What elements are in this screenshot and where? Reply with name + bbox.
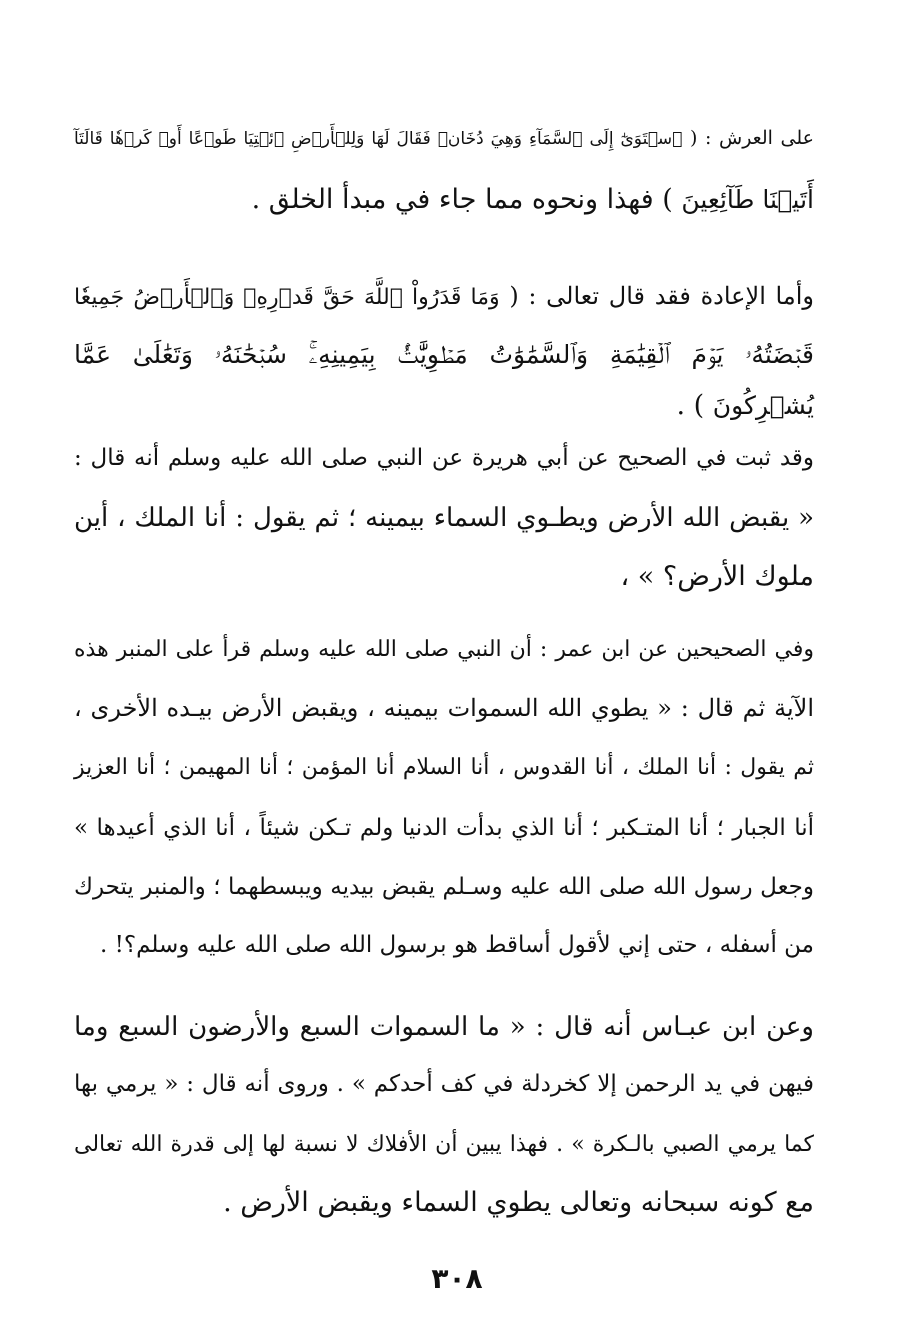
- line-text: فيهن في يد الرحمن إلا كخردلة في كف أحدكم » . وروى أنه قال : « يرمي بها: [74, 1071, 814, 1097]
- text-line: [74, 557, 814, 597]
- line-text: مع كونه سبحانه وتعالى يطوي السماء ويقبض الأرض .: [223, 1187, 814, 1218]
- line-text: على العرش : (: [682, 127, 814, 149]
- text-line: [74, 748, 814, 788]
- line-text: ) .: [676, 390, 713, 421]
- text-line: [74, 1183, 814, 1223]
- page-number: ٣٠٨: [431, 1262, 483, 1295]
- text-line: [74, 118, 814, 159]
- text-line: [74, 1125, 814, 1165]
- quran-verse: ٱسۡتَوَىٰٓ إِلَى ٱلسَّمَآءِ وَهِيَ دُخَانٞ فَقَالَ لَهَا وَلِلۡأَرۡضِ ٱئۡتِيَا طَوۡعًا أَوۡ كَرۡهٗا قَالَتَآ: [74, 129, 683, 149]
- text-line: [74, 180, 814, 220]
- line-text: وعن ابن عبـاس أنه قال : « ما السموات السبع والأرضون السبع وما: [74, 1012, 814, 1042]
- line-text: وفي الصحيحين عن ابن عمر : أن النبي صلى الله عليه وسلم قرأ على المنبر هذه: [74, 637, 814, 662]
- quran-verse: قَبۡضَتُهُۥ يَوۡمَ ٱلۡقِيَٰمَةِ وَٱلسَّمَٰوَٰتُ مَطۡوِيَّٰتُۢ بِيَمِينِهِۦۚ سُبۡحَٰنَهُۥ وَتَعَٰلَىٰ عَمَّا: [74, 340, 814, 369]
- line-text: ملوك الأرض؟ » ،: [620, 561, 814, 592]
- text-line: [74, 386, 814, 426]
- text-line: [74, 498, 814, 538]
- line-text: الآية ثم قال : « يطوي الله السموات بيمينه ، ويقبض الأرض بيـده الأخرى ،: [74, 694, 814, 722]
- text-line: [74, 335, 814, 375]
- line-text: أنا الجبار ؛ أنا المتـكبر ؛ أنا الذي بدأت الدنيا ولم تـكن شيئاً ، أنا الذي أعيدها »: [74, 815, 814, 841]
- text-line: [74, 630, 814, 670]
- text-line: [74, 867, 814, 907]
- line-text: وأما الإعادة فقد قال تعالى : (: [499, 282, 814, 310]
- text-line: [74, 1064, 814, 1104]
- line-text: « يقبض الله الأرض ويطـوي السماء بيمينه ؛ ثم يقول : أنا الملك ، أين: [74, 503, 814, 533]
- text-line: [74, 688, 814, 728]
- text-line: [74, 808, 814, 848]
- line-text: ثم يقول : أنا الملك ، أنا القدوس ، أنا السلام أنا المؤمن ؛ أنا المهيمن ؛ أنا العزيز: [74, 755, 814, 780]
- line-text: كما يرمي الصبي بالـكرة » . فهذا يبين أن الأفلاك لا نسبة لها إلى قدرة الله تعالى: [74, 1132, 814, 1157]
- text-line: [74, 925, 814, 965]
- line-text: وقد ثبت في الصحيح عن أبي هريرة عن النبي صلى الله عليه وسلم أنه قال :: [74, 445, 814, 471]
- text-line: [74, 276, 814, 318]
- quran-verse: أَتَيۡنَا طَآئِعِينَ: [681, 185, 814, 214]
- quran-verse: يُشۡرِكُونَ: [712, 391, 814, 420]
- line-text: من أسفله ، حتى إني لأقول أساقط هو برسول الله صلى الله عليه وسلم؟! .: [100, 932, 814, 958]
- line-text: ) فهذا ونحوه مما جاء في مبدأ الخلق .: [251, 184, 682, 215]
- quran-verse: وَمَا قَدَرُواْ ٱللَّهَ حَقَّ قَدۡرِهِۦ وَٱلۡأَرۡضُ جَمِيعٗا: [74, 285, 500, 310]
- text-line: [74, 1007, 814, 1047]
- text-line: [74, 438, 814, 478]
- line-text: وجعل رسول الله صلى الله عليه وسـلم يقبض بيديه ويبسطهما ؛ والمنبر يتحرك: [74, 874, 814, 900]
